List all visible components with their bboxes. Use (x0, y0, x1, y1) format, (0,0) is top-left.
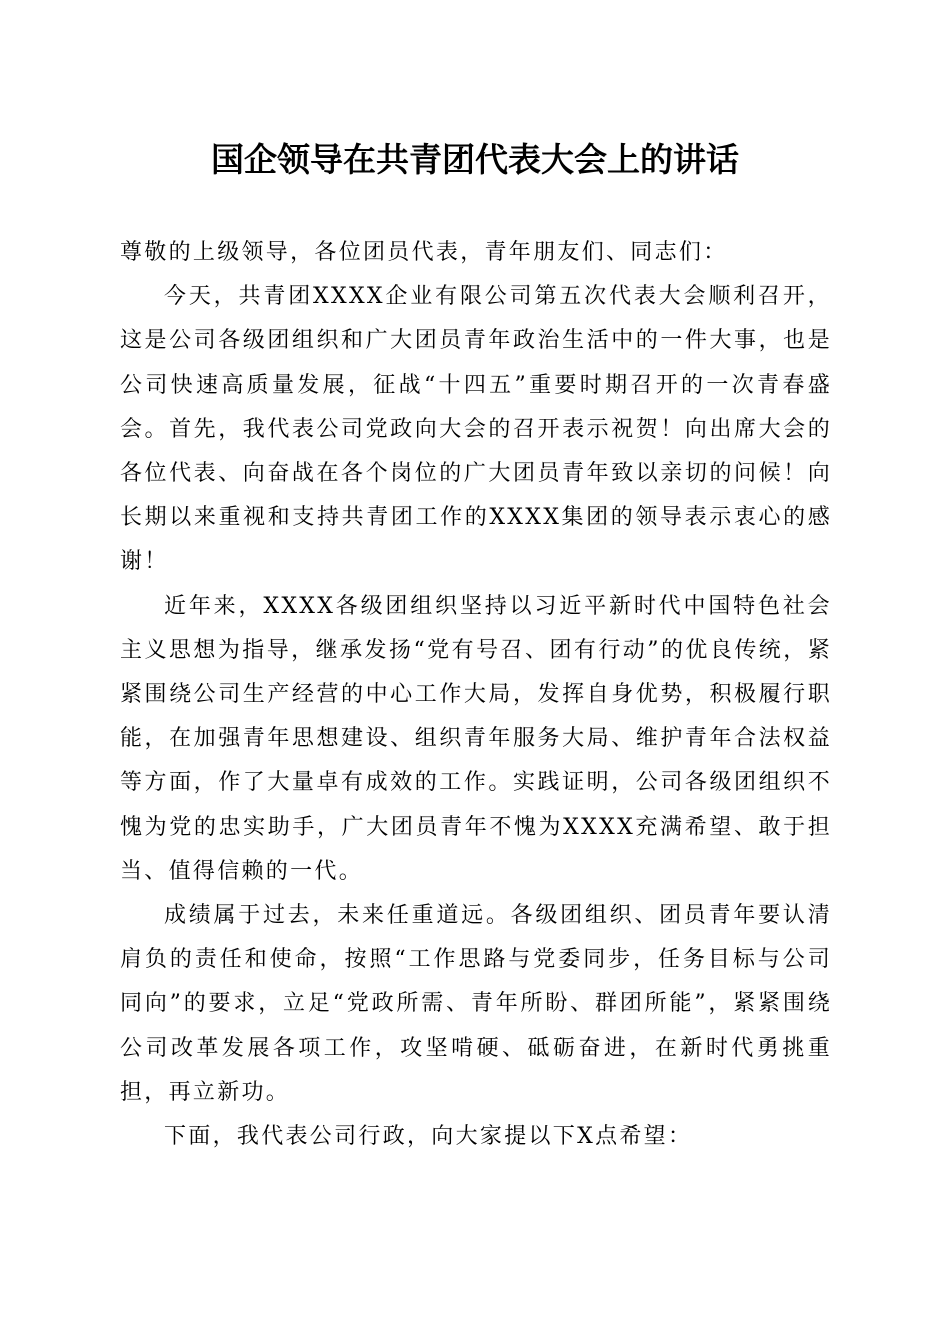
paragraph-future: 成绩属于过去，未来任重道远。各级团组织、团员青年要认清肩负的责任和使命，按照“工作思路与党委同步，任务目标与公司同向”的要求，立足“党政所需、青年所盼、群团所能”，紧紧围绕公司改革发展各项工作，攻坚啃硬、砥砺奋进，在新时代勇挑重担，再立新功。 (120, 903, 832, 1105)
paragraph-opening: 今天，共青团XXXX企业有限公司第五次代表大会顺利召开，这是公司各级团组织和广大团员青年政治生活中的一件大事，也是公司快速高质量发展，征战“十四五”重要时期召开的一次青春盛会。首先，我代表公司党政向大会的召开表示祝贺！向出席大会的各位代表、向奋战在各个岗位的广大团员青年致以亲切的问候！向长期以来重视和支持共青团工作的XXXX集团的领导表示衷心的感谢！ (120, 284, 832, 575)
paragraph-achievements: 近年来，XXXX各级团组织坚持以习近平新时代中国特色社会主义思想为指导，继承发扬“党有号召、团有行动”的优良传统，紧紧围绕公司生产经营的中心工作大局，发挥自身优势，积极履行职能，在加强青年思想建设、组织青年服务大局、维护青年合法权益等方面，作了大量卓有成效的工作。实践证明，公司各级团组织不愧为党的忠实助手，广大团员青年不愧为XXXX充满希望、敢于担当、值得信赖的一代。 (120, 593, 832, 884)
document-title: 国企领导在共青团代表大会上的讲话 (211, 140, 739, 179)
document-body (120, 231, 832, 1159)
paragraph-hopes-intro: 下面，我代表公司行政，向大家提以下X点希望： (164, 1124, 693, 1150)
salutation: 尊敬的上级领导，各位团员代表，青年朋友们、同志们： (120, 240, 728, 265)
